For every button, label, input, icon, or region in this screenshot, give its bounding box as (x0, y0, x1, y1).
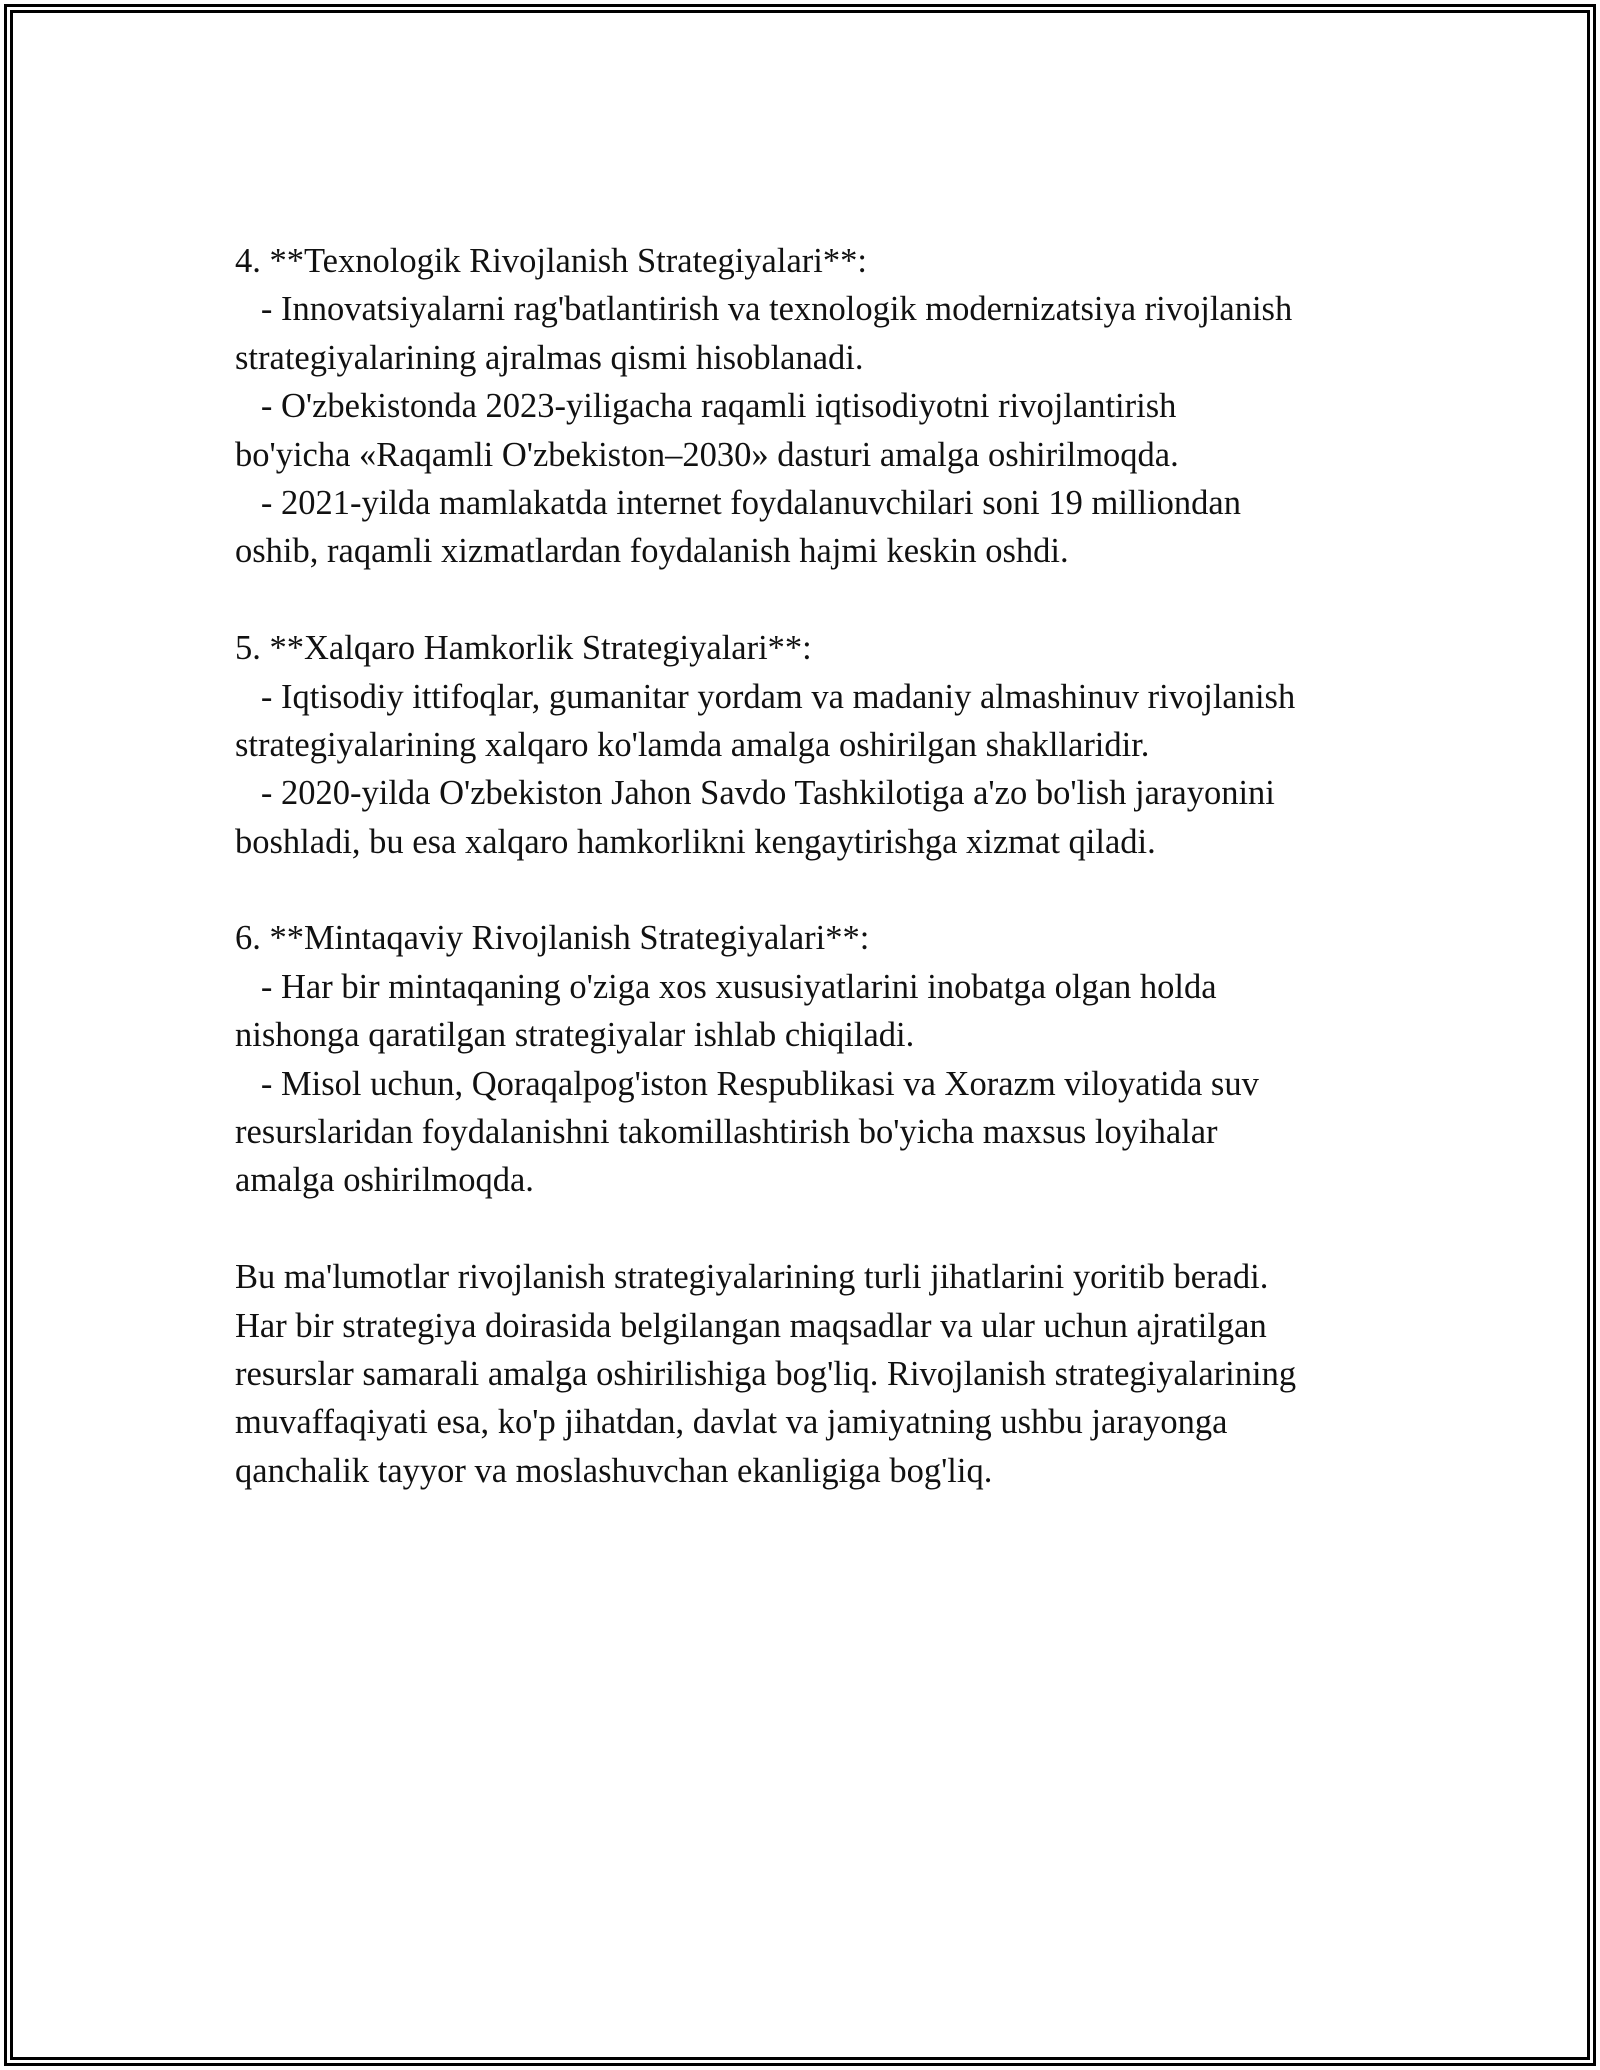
document-body (235, 237, 1385, 1495)
text-line: strategiyalarining ajralmas qismi hisoblanadi. (235, 338, 864, 377)
text-line: - O'zbekistonda 2023-yiligacha raqamli iqtisodiyotni rivojlantirish (235, 387, 1177, 426)
paragraph-gap (235, 576, 1385, 624)
text-line: nishonga qaratilgan strategiyalar ishlab chiqiladi. (235, 1016, 915, 1055)
text-line: boshladi, bu esa xalqaro hamkorlikni kengaytirishga xizmat qiladi. (235, 822, 1156, 861)
text-line: Har bir strategiya doirasida belgilangan maqsadlar va ular uchun ajratilgan (235, 1306, 1267, 1345)
text-line: amalga oshirilmoqda. (235, 1161, 534, 1200)
text-line: muvaffaqiyati esa, ko'p jihatdan, davlat va jamiyatning ushbu jarayonga (235, 1403, 1228, 1442)
text-line: - Misol uchun, Qoraqalpog'iston Respublikasi va Xorazm viloyatida suv (235, 1064, 1259, 1103)
text-line: strategiyalarining xalqaro ko'lamda amalga oshirilgan shakllaridir. (235, 725, 1150, 764)
text-line: - Har bir mintaqaning o'ziga xos xususiyatlarini inobatga olgan holda (235, 967, 1217, 1006)
paragraph-gap (235, 1205, 1385, 1253)
text-line: - Innovatsiyalarni rag'batlantirish va texnologik modernizatsiya rivojlanish (235, 290, 1293, 329)
section-heading: 4. **Texnologik Rivojlanish Strategiyalari**: (235, 242, 867, 280)
section-heading: 5. **Xalqaro Hamkorlik Strategiyalari**: (235, 629, 812, 668)
text-line: resurslar samarali amalga oshirilishiga bog'liq. Rivojlanish strategiyalarining (235, 1354, 1297, 1393)
section-international (235, 624, 1385, 866)
text-line: Bu ma'lumotlar rivojlanish strategiyalarining turli jihatlarini yoritib beradi. (235, 1258, 1269, 1297)
conclusion-paragraph (235, 1253, 1385, 1495)
paragraph-gap (235, 866, 1385, 914)
text-line: - Iqtisodiy ittifoqlar, gumanitar yordam va madaniy almashinuv rivojlanish (235, 677, 1296, 716)
section-regional (235, 914, 1385, 1204)
text-line: - 2020-yilda O'zbekiston Jahon Savdo Tashkilotiga a'zo bo'lish jarayonini (235, 774, 1275, 813)
text-line: resurslaridan foydalanishni takomillashtirish bo'yicha maxsus loyihalar (235, 1113, 1218, 1152)
section-technological (235, 237, 1385, 576)
text-line: - 2021-yilda mamlakatda internet foydalanuvchilari soni 19 milliondan (235, 483, 1241, 522)
section-heading: 6. **Mintaqaviy Rivojlanish Strategiyalari**: (235, 919, 870, 958)
text-line: oshib, raqamli xizmatlardan foydalanish hajmi keskin oshdi. (235, 532, 1069, 571)
text-line: bo'yicha «Raqamli O'zbekiston–2030» dasturi amalga oshirilmoqda. (235, 435, 1179, 474)
text-line: qanchalik tayyor va moslashuvchan ekanligiga bog'liq. (235, 1451, 993, 1490)
